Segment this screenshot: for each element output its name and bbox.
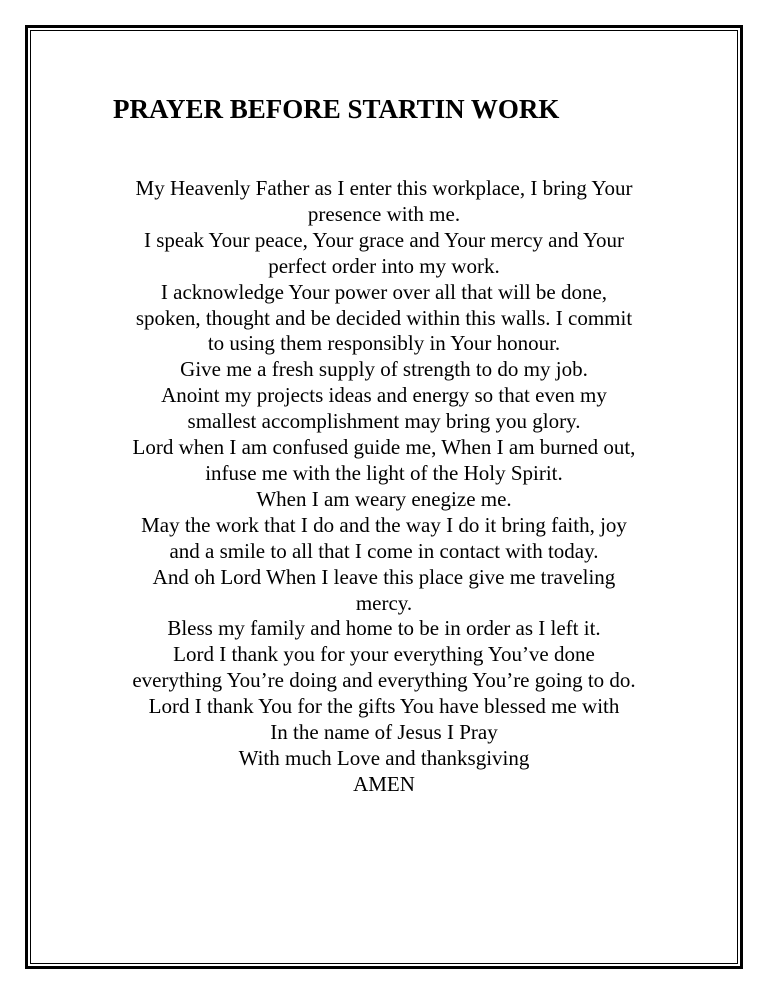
prayer-line: With much Love and thanksgiving xyxy=(238,745,530,770)
prayer-line: infuse me with the light of the Holy Spirit. xyxy=(205,460,563,485)
prayer-line: spoken, thought and be decided within this walls. I commit xyxy=(135,305,633,330)
prayer-line: Anoint my projects ideas and energy so that even my xyxy=(161,383,607,408)
prayer-line: And oh Lord When I leave this place give me traveling xyxy=(152,564,616,589)
prayer-line: I acknowledge Your power over all that will be done, xyxy=(160,279,608,304)
document-title: PRAYER BEFORE STARTIN WORK xyxy=(113,94,560,124)
prayer-line: to using them responsibly in Your honour. xyxy=(207,331,561,356)
prayer-line: When I am weary enegize me. xyxy=(256,486,512,511)
prayer-body xyxy=(108,176,660,798)
prayer-line: presence with me. xyxy=(307,201,461,226)
prayer-line: Bless my family and home to be in order as I left it. xyxy=(167,616,601,641)
prayer-line: perfect order into my work. xyxy=(268,253,500,278)
prayer-line: Lord when I am confused guide me, When I am burned out, xyxy=(132,435,636,460)
prayer-line: May the work that I do and the way I do it bring faith, joy xyxy=(141,512,627,537)
prayer-line: smallest accomplishment may bring you glory. xyxy=(187,409,581,434)
prayer-line: Lord I thank you for your everything You’ve done xyxy=(173,642,595,667)
prayer-line: In the name of Jesus I Pray xyxy=(270,720,498,745)
prayer-line: My Heavenly Father as I enter this workplace, I bring Your xyxy=(135,176,633,200)
prayer-line: everything You’re doing and everything You’re going to do. xyxy=(132,668,636,693)
prayer-line: Lord I thank You for the gifts You have blessed me with xyxy=(148,694,620,719)
prayer-line: I speak Your peace, Your grace and Your mercy and Your xyxy=(143,227,625,252)
prayer-line: and a smile to all that I come in contact with today. xyxy=(169,538,599,563)
prayer-line: mercy. xyxy=(355,590,413,615)
prayer-line: Give me a fresh supply of strength to do my job. xyxy=(180,357,588,382)
prayer-line: AMEN xyxy=(353,771,415,796)
